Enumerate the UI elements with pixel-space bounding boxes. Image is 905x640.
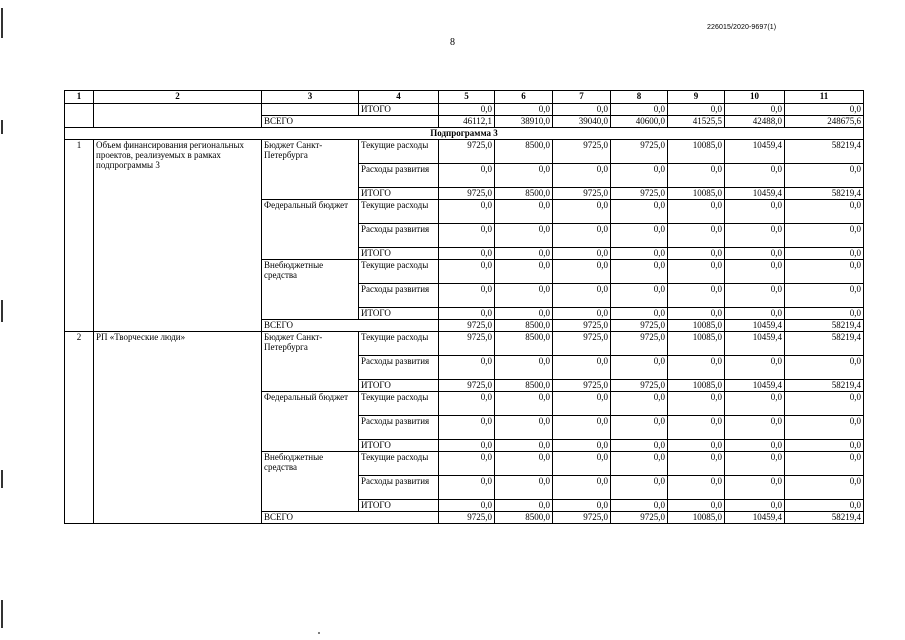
budget-table: [64, 90, 864, 524]
value-cell: 41525,5: [668, 116, 725, 128]
value-cell: 0,0: [553, 440, 611, 452]
value-cell: 0,0: [495, 476, 553, 500]
value-cell: 0,0: [611, 416, 668, 440]
value-cell: 9725,0: [611, 332, 668, 356]
value-cell: 8500,0: [495, 188, 553, 200]
expense-label: Расходы развития: [359, 284, 439, 308]
expense-label: Текущие расходы: [359, 452, 439, 476]
value-cell: 0,0: [495, 260, 553, 284]
value-cell: 0,0: [553, 200, 611, 224]
value-cell: 0,0: [725, 452, 785, 476]
value-cell: 0,0: [785, 248, 864, 260]
value-cell: 9725,0: [439, 512, 495, 524]
value-cell: 0,0: [495, 452, 553, 476]
value-cell: 58219,4: [785, 188, 864, 200]
value-cell: 58219,4: [785, 380, 864, 392]
column-header: 3: [262, 91, 359, 104]
column-header: 6: [495, 91, 553, 104]
itogo-label: ИТОГО: [359, 440, 439, 452]
value-cell: 0,0: [668, 284, 725, 308]
itogo-label: ИТОГО: [359, 104, 439, 116]
value-cell: 0,0: [785, 392, 864, 416]
value-cell: 0,0: [785, 476, 864, 500]
value-cell: 0,0: [553, 476, 611, 500]
value-cell: 0,0: [553, 104, 611, 116]
value-cell: 0,0: [495, 284, 553, 308]
value-cell: 0,0: [495, 440, 553, 452]
value-cell: 0,0: [553, 260, 611, 284]
value-cell: 0,0: [439, 224, 495, 248]
value-cell: 0,0: [725, 356, 785, 380]
value-cell: 0,0: [611, 476, 668, 500]
value-cell: 0,0: [553, 284, 611, 308]
value-cell: 58219,4: [785, 512, 864, 524]
column-header: 1: [65, 91, 94, 104]
value-cell: 9725,0: [611, 380, 668, 392]
value-cell: 0,0: [668, 452, 725, 476]
value-cell: 0,0: [611, 500, 668, 512]
value-cell: 9725,0: [553, 140, 611, 164]
value-cell: 0,0: [553, 392, 611, 416]
value-cell: 39040,0: [553, 116, 611, 128]
value-cell: 0,0: [668, 440, 725, 452]
empty-cell: [94, 104, 262, 128]
itogo-label: ИТОГО: [359, 308, 439, 320]
value-cell: 10459,4: [725, 188, 785, 200]
value-cell: 0,0: [785, 356, 864, 380]
value-cell: 0,0: [725, 260, 785, 284]
itogo-label: ИТОГО: [359, 380, 439, 392]
value-cell: 0,0: [611, 104, 668, 116]
column-header: 2: [94, 91, 262, 104]
value-cell: 0,0: [668, 308, 725, 320]
subprogram-title: Подпрограмма 3: [65, 128, 864, 140]
column-header: 7: [553, 91, 611, 104]
value-cell: 0,0: [439, 440, 495, 452]
value-cell: 0,0: [553, 164, 611, 188]
value-cell: 0,0: [553, 416, 611, 440]
value-cell: 0,0: [668, 200, 725, 224]
vsego-label: ВСЕГО: [262, 116, 439, 128]
value-cell: 0,0: [611, 224, 668, 248]
column-header: 4: [359, 91, 439, 104]
value-cell: 0,0: [495, 224, 553, 248]
value-cell: 0,0: [785, 416, 864, 440]
value-cell: 9725,0: [611, 188, 668, 200]
vsego-label: ВСЕГО: [262, 512, 439, 524]
value-cell: 10459,4: [725, 140, 785, 164]
value-cell: 8500,0: [495, 380, 553, 392]
value-cell: 0,0: [668, 416, 725, 440]
subprogram-row: [65, 128, 864, 140]
source-label: Федеральный бюджет: [262, 200, 359, 260]
value-cell: 10085,0: [668, 332, 725, 356]
value-cell: 10085,0: [668, 188, 725, 200]
value-cell: 0,0: [611, 248, 668, 260]
value-cell: 0,0: [611, 200, 668, 224]
value-cell: 42488,0: [725, 116, 785, 128]
carry-itogo-row: [65, 104, 864, 116]
value-cell: 0,0: [668, 500, 725, 512]
value-cell: 0,0: [725, 224, 785, 248]
expense-label: Расходы развития: [359, 164, 439, 188]
value-cell: 0,0: [725, 440, 785, 452]
value-cell: 8500,0: [495, 512, 553, 524]
value-cell: 0,0: [725, 308, 785, 320]
empty-cell: [65, 104, 94, 128]
value-cell: 9725,0: [439, 380, 495, 392]
value-cell: 38910,0: [495, 116, 553, 128]
page-number: 8: [450, 37, 455, 48]
row-name: Объем финансирования региональных проектов, реализуемых в рамках подпрограммы 3: [94, 140, 262, 332]
document-id: 226015/2020-9697(1): [707, 24, 777, 31]
value-cell: 0,0: [785, 200, 864, 224]
itogo-label: ИТОГО: [359, 248, 439, 260]
expense-label: Расходы развития: [359, 356, 439, 380]
value-cell: 8500,0: [495, 332, 553, 356]
value-cell: 0,0: [725, 476, 785, 500]
value-cell: 0,0: [668, 392, 725, 416]
empty-cell: [262, 104, 359, 116]
expense-label: Текущие расходы: [359, 332, 439, 356]
value-cell: 8500,0: [495, 140, 553, 164]
value-cell: 9725,0: [611, 320, 668, 332]
value-cell: 9725,0: [439, 188, 495, 200]
value-cell: 0,0: [611, 392, 668, 416]
value-cell: 0,0: [785, 260, 864, 284]
column-header: 10: [725, 91, 785, 104]
expense-label: Расходы развития: [359, 476, 439, 500]
value-cell: 0,0: [785, 440, 864, 452]
value-cell: 0,0: [725, 392, 785, 416]
value-cell: 0,0: [668, 356, 725, 380]
value-cell: 0,0: [725, 104, 785, 116]
value-cell: 10459,4: [725, 320, 785, 332]
value-cell: 0,0: [668, 164, 725, 188]
value-cell: 0,0: [495, 164, 553, 188]
value-cell: 0,0: [553, 500, 611, 512]
value-cell: 9725,0: [553, 320, 611, 332]
value-cell: 10085,0: [668, 320, 725, 332]
column-header: 11: [785, 91, 864, 104]
value-cell: 58219,4: [785, 140, 864, 164]
value-cell: 0,0: [611, 452, 668, 476]
value-cell: 0,0: [668, 476, 725, 500]
value-cell: 9725,0: [553, 188, 611, 200]
value-cell: 0,0: [439, 164, 495, 188]
value-cell: 0,0: [495, 308, 553, 320]
value-cell: 0,0: [439, 284, 495, 308]
value-cell: 0,0: [725, 284, 785, 308]
value-cell: 58219,4: [785, 320, 864, 332]
value-cell: 0,0: [495, 248, 553, 260]
value-cell: 0,0: [439, 200, 495, 224]
value-cell: 0,0: [785, 500, 864, 512]
value-cell: 0,0: [495, 356, 553, 380]
value-cell: 10085,0: [668, 380, 725, 392]
expense-label: Расходы развития: [359, 416, 439, 440]
value-cell: 10459,4: [725, 380, 785, 392]
value-cell: 0,0: [725, 200, 785, 224]
value-cell: 0,0: [785, 224, 864, 248]
value-cell: 0,0: [725, 164, 785, 188]
row-number: 1: [65, 140, 94, 332]
expense-label: Текущие расходы: [359, 392, 439, 416]
value-cell: 9725,0: [553, 380, 611, 392]
value-cell: 0,0: [439, 392, 495, 416]
value-cell: 0,0: [553, 308, 611, 320]
value-cell: 0,0: [785, 452, 864, 476]
expense-label: Текущие расходы: [359, 260, 439, 284]
value-cell: 0,0: [611, 260, 668, 284]
value-cell: 10459,4: [725, 512, 785, 524]
value-cell: 9725,0: [439, 332, 495, 356]
source-label: Внебюджетные средства: [262, 260, 359, 320]
value-cell: 0,0: [668, 248, 725, 260]
expense-label: Текущие расходы: [359, 140, 439, 164]
value-cell: 0,0: [553, 356, 611, 380]
vsego-label: ВСЕГО: [262, 320, 439, 332]
value-cell: 0,0: [785, 104, 864, 116]
column-header: 5: [439, 91, 495, 104]
value-cell: 0,0: [611, 356, 668, 380]
value-cell: 0,0: [785, 164, 864, 188]
table-row: [65, 140, 864, 164]
value-cell: 248675,6: [785, 116, 864, 128]
value-cell: 0,0: [611, 284, 668, 308]
value-cell: 46112,1: [439, 116, 495, 128]
column-header: 8: [611, 91, 668, 104]
value-cell: 0,0: [553, 248, 611, 260]
value-cell: 0,0: [495, 416, 553, 440]
value-cell: 9725,0: [439, 320, 495, 332]
itogo-label: ИТОГО: [359, 500, 439, 512]
value-cell: 0,0: [439, 356, 495, 380]
value-cell: 9725,0: [553, 512, 611, 524]
value-cell: 0,0: [611, 308, 668, 320]
value-cell: 10085,0: [668, 512, 725, 524]
row-number: 2: [65, 332, 94, 524]
value-cell: 0,0: [668, 260, 725, 284]
value-cell: 10459,4: [725, 332, 785, 356]
itogo-label: ИТОГО: [359, 188, 439, 200]
value-cell: 0,0: [495, 104, 553, 116]
value-cell: 0,0: [439, 476, 495, 500]
row-name: РП «Творческие люди»: [94, 332, 262, 524]
value-cell: 58219,4: [785, 332, 864, 356]
source-label: Бюджет Санкт-Петербурга: [262, 140, 359, 200]
value-cell: 0,0: [553, 452, 611, 476]
value-cell: 9725,0: [611, 140, 668, 164]
value-cell: 0,0: [439, 260, 495, 284]
value-cell: 0,0: [611, 440, 668, 452]
value-cell: 9725,0: [553, 332, 611, 356]
value-cell: 0,0: [785, 284, 864, 308]
value-cell: 0,0: [553, 224, 611, 248]
source-label: Внебюджетные средства: [262, 452, 359, 512]
value-cell: 0,0: [668, 224, 725, 248]
value-cell: 0,0: [439, 308, 495, 320]
value-cell: 0,0: [439, 104, 495, 116]
value-cell: 0,0: [668, 104, 725, 116]
source-label: Федеральный бюджет: [262, 392, 359, 452]
value-cell: 0,0: [439, 452, 495, 476]
value-cell: 9725,0: [439, 140, 495, 164]
value-cell: 0,0: [439, 416, 495, 440]
expense-label: Текущие расходы: [359, 200, 439, 224]
value-cell: 0,0: [495, 500, 553, 512]
column-header: 9: [668, 91, 725, 104]
value-cell: 0,0: [495, 200, 553, 224]
value-cell: 0,0: [725, 416, 785, 440]
value-cell: 0,0: [439, 248, 495, 260]
value-cell: 0,0: [439, 500, 495, 512]
value-cell: 10085,0: [668, 140, 725, 164]
value-cell: 8500,0: [495, 320, 553, 332]
scan-speck: [318, 632, 320, 634]
source-label: Бюджет Санкт-Петербурга: [262, 332, 359, 392]
header-row: [65, 91, 864, 104]
value-cell: 0,0: [725, 248, 785, 260]
expense-label: Расходы развития: [359, 224, 439, 248]
value-cell: 40600,0: [611, 116, 668, 128]
scan-edge: [0, 0, 4, 640]
value-cell: 0,0: [725, 500, 785, 512]
value-cell: 0,0: [495, 392, 553, 416]
value-cell: 0,0: [785, 308, 864, 320]
table-row: [65, 332, 864, 356]
value-cell: 9725,0: [611, 512, 668, 524]
value-cell: 0,0: [611, 164, 668, 188]
